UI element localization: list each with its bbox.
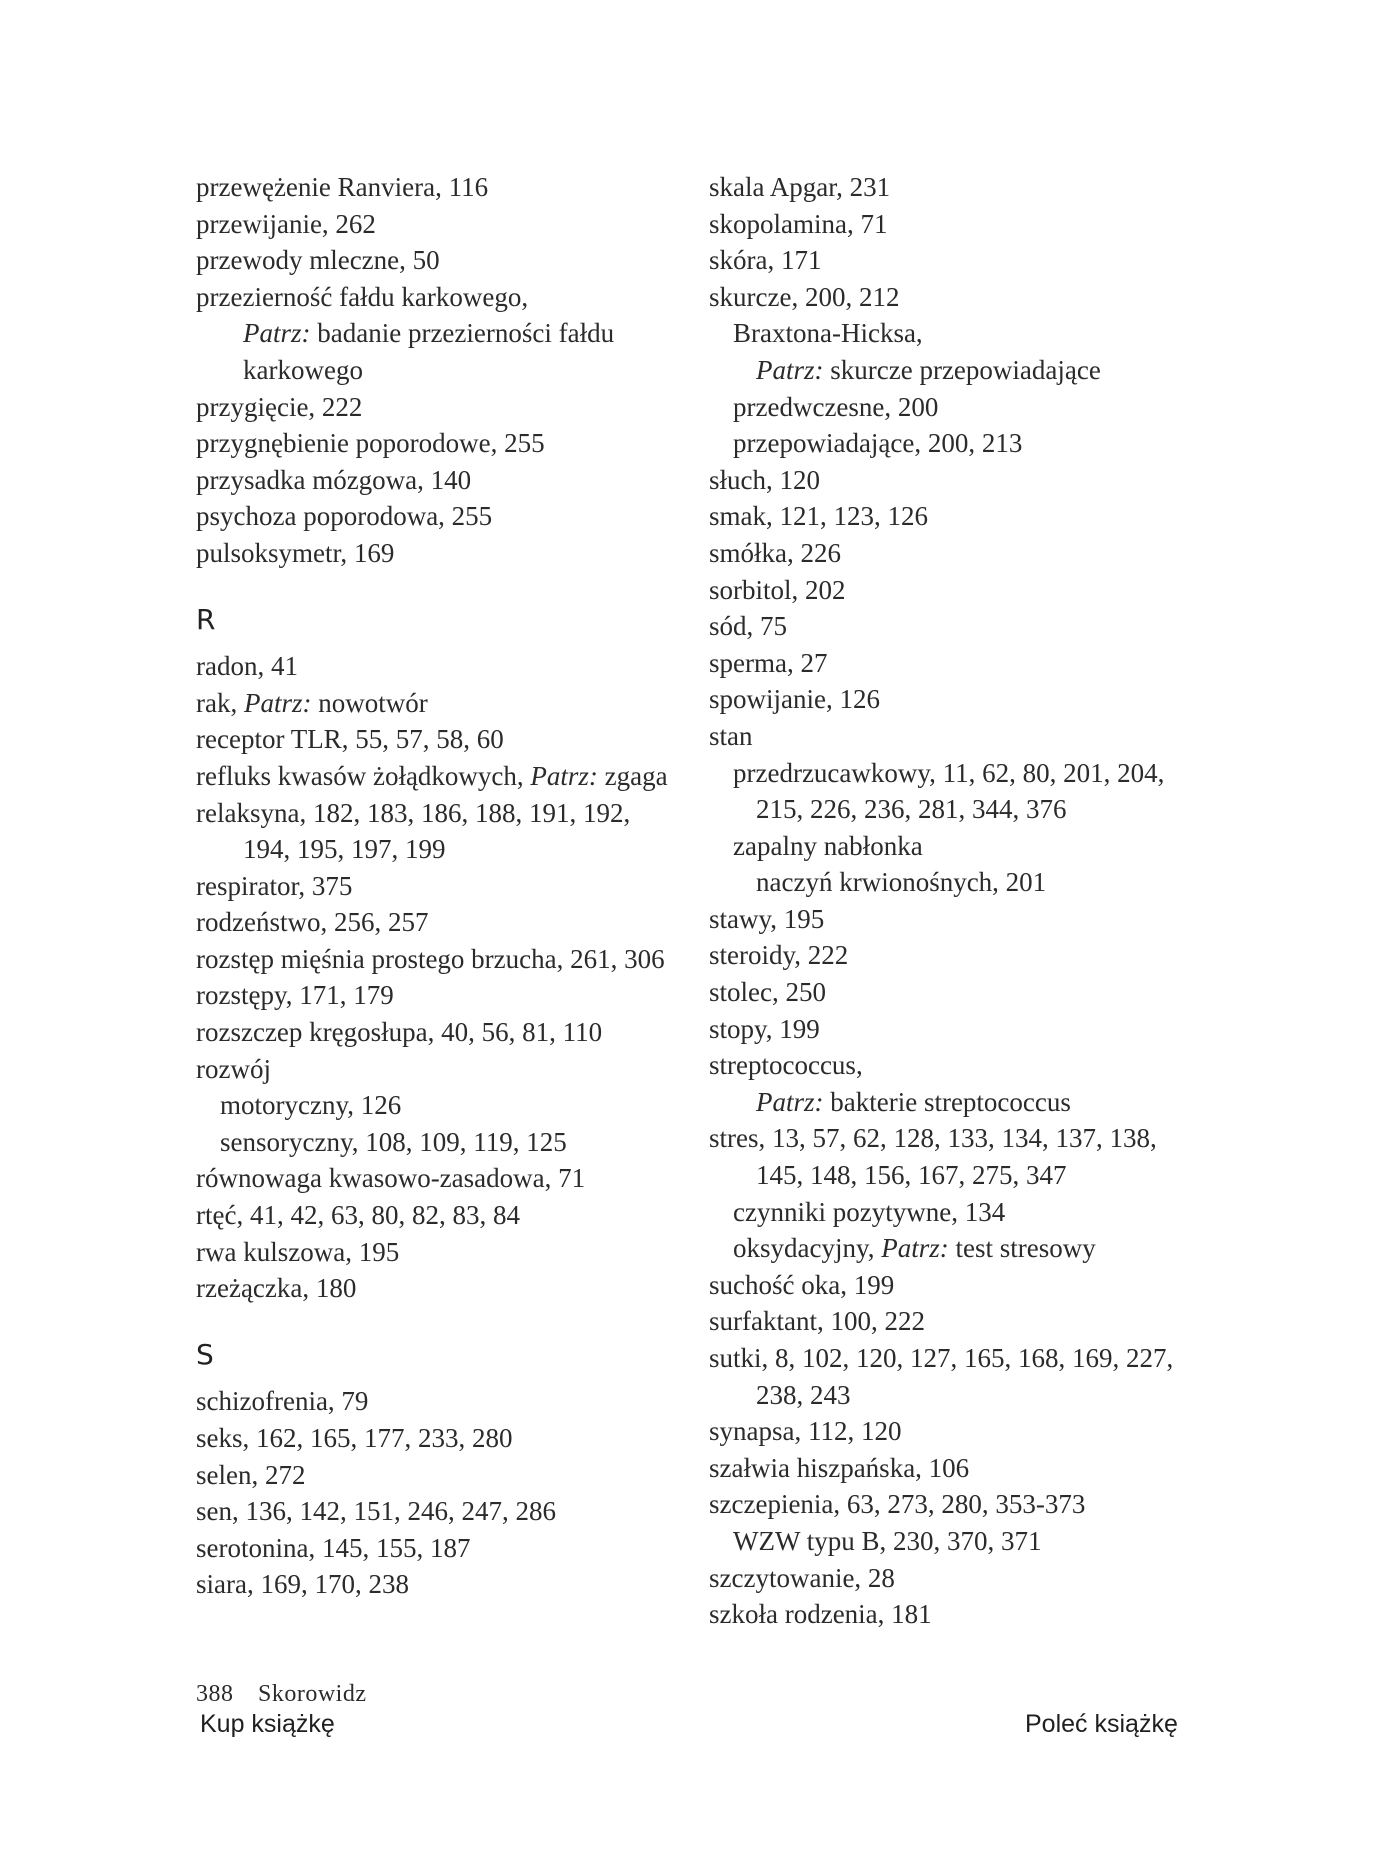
entry-text: naczyń krwionośnych, 201 [756, 867, 1047, 898]
entry-text: przezierność fałdu karkowego, [196, 281, 529, 312]
index-entry [196, 648, 696, 685]
index-entry [196, 795, 696, 832]
index-subentry [709, 352, 1209, 389]
entry-text: skurcze, 200, 212 [709, 281, 900, 312]
index-column-left [196, 169, 696, 1603]
index-subentry [709, 1230, 1209, 1267]
entry-text: szkoła rodzenia, 181 [709, 1599, 932, 1630]
index-entry [196, 169, 696, 206]
index-subentry [709, 791, 1209, 828]
entry-text: przygięcie, 222 [196, 391, 363, 422]
entry-text: czynniki pozytywne, 134 [733, 1196, 1006, 1227]
entry-text: przewijanie, 262 [196, 208, 376, 239]
index-subentry [196, 1087, 696, 1124]
index-entry [196, 462, 696, 499]
page-footer [196, 1681, 367, 1708]
index-entry [709, 462, 1209, 499]
entry-text: badanie przezierności fałdu [310, 318, 615, 349]
entry-text: 238, 243 [756, 1379, 851, 1410]
entry-text: karkowego [243, 354, 363, 385]
index-subentry [709, 1523, 1209, 1560]
entry-text: przewody mleczne, 50 [196, 245, 440, 276]
entry-text: skóra, 171 [709, 245, 822, 276]
index-entry [196, 498, 696, 535]
entry-text: 145, 148, 156, 167, 275, 347 [756, 1160, 1067, 1191]
entry-text: oksydacyjny, [733, 1233, 882, 1264]
entry-text: relaksyna, 182, 183, 186, 188, 191, 192, [196, 797, 631, 828]
index-entry [196, 1420, 696, 1457]
index-entry [709, 1560, 1209, 1597]
entry-text: sperma, 27 [709, 647, 828, 678]
index-entry [196, 685, 696, 722]
entry-text: słuch, 120 [709, 464, 820, 495]
entry-text: skala Apgar, 231 [709, 172, 891, 202]
section-name: Skorowidz [258, 1681, 367, 1707]
index-entry [196, 977, 696, 1014]
index-entry [196, 389, 696, 426]
index-entry [196, 1457, 696, 1494]
index-entry [709, 1047, 1209, 1084]
entry-text: stan [709, 720, 753, 751]
entry-text: sensoryczny, 108, 109, 119, 125 [220, 1126, 567, 1157]
index-entry [709, 169, 1209, 206]
index-entry [196, 868, 696, 905]
entry-text: test stresowy [948, 1233, 1096, 1264]
entry-text: refluks kwasów żołądkowych, [196, 760, 531, 791]
index-subentry [709, 1157, 1209, 1194]
index-entry [709, 1413, 1209, 1450]
index-column-right [709, 169, 1209, 1633]
entry-text: streptococcus, [709, 1050, 863, 1081]
index-entry [709, 1267, 1209, 1304]
entry-text: stopy, 199 [709, 1013, 820, 1044]
index-entry [196, 535, 696, 572]
index-entry [709, 608, 1209, 645]
index-entry [709, 498, 1209, 535]
page-number: 388 [196, 1681, 234, 1707]
index-entry [196, 425, 696, 462]
index-entry [709, 1303, 1209, 1340]
entry-text: stawy, 195 [709, 903, 825, 934]
entry-text: respirator, 375 [196, 870, 353, 901]
index-entry [196, 1383, 696, 1420]
index-entry [709, 572, 1209, 609]
entry-text: bakterie streptococcus [823, 1086, 1071, 1117]
entry-text: rtęć, 41, 42, 63, 80, 82, 83, 84 [196, 1200, 520, 1231]
entry-text: radon, 41 [196, 651, 298, 682]
index-entry [709, 1486, 1209, 1523]
index-subentry [709, 1084, 1209, 1121]
index-letter-heading: R [196, 602, 216, 636]
entry-text: pulsoksymetr, 169 [196, 537, 395, 568]
entry-text: selen, 272 [196, 1459, 306, 1490]
index-entry [709, 1596, 1209, 1633]
index-entry [196, 758, 696, 795]
entry-text: przewężenie Ranviera, 116 [196, 172, 489, 202]
index-subentry [196, 1124, 696, 1161]
index-entry [196, 1530, 696, 1567]
index-entry [196, 1270, 696, 1307]
recommend-book-link[interactable]: Poleć książkę [1025, 1710, 1178, 1738]
index-subentry [196, 315, 696, 352]
entry-text: przygnębienie poporodowe, 255 [196, 428, 545, 459]
entry-text: spowijanie, 126 [709, 684, 880, 715]
entry-text: skurcze przepowiadające [823, 354, 1101, 385]
index-subentry [709, 864, 1209, 901]
entry-text: szczytowanie, 28 [709, 1562, 895, 1593]
index-subentry [709, 389, 1209, 426]
index-entry [196, 1160, 696, 1197]
entry-text: szałwia hiszpańska, 106 [709, 1452, 970, 1483]
index-entry [709, 279, 1209, 316]
index-entry [196, 1051, 696, 1088]
entry-text: suchość oka, 199 [709, 1269, 895, 1300]
entry-text: smak, 121, 123, 126 [709, 501, 928, 532]
index-entry [709, 206, 1209, 243]
entry-text: stres, 13, 57, 62, 128, 133, 134, 137, 138, [709, 1123, 1157, 1154]
entry-text: rak, [196, 687, 244, 718]
entry-text: skopolamina, 71 [709, 208, 888, 239]
index-entry [709, 1011, 1209, 1048]
entry-text: szczepienia, 63, 273, 280, 353-373 [709, 1489, 1086, 1520]
entry-text: zgaga [597, 760, 668, 791]
cross-reference-label: Patrz: [530, 760, 598, 791]
index-subentry [709, 828, 1209, 865]
entry-text: rzeżączka, 180 [196, 1273, 357, 1304]
entry-text: motoryczny, 126 [220, 1090, 402, 1121]
index-entry [196, 1493, 696, 1530]
entry-text: WZW typu B, 230, 370, 371 [733, 1525, 1042, 1556]
entry-text: sen, 136, 142, 151, 246, 247, 286 [196, 1496, 556, 1527]
index-entry [196, 1197, 696, 1234]
index-subentry [709, 425, 1209, 462]
index-entry [196, 206, 696, 243]
entry-text: rodzeństwo, 256, 257 [196, 907, 429, 938]
entry-text: 215, 226, 236, 281, 344, 376 [756, 794, 1067, 825]
index-entry [709, 901, 1209, 938]
entry-text: schizofrenia, 79 [196, 1386, 369, 1417]
entry-text: surfaktant, 100, 222 [709, 1306, 925, 1337]
index-entry [709, 1120, 1209, 1157]
index-subentry [196, 831, 696, 868]
index-entry [196, 721, 696, 758]
index-entry [196, 279, 696, 316]
entry-text: nowotwór [311, 687, 428, 718]
index-letter-heading: S [196, 1337, 214, 1371]
entry-text: rozszczep kręgosłupa, 40, 56, 81, 110 [196, 1017, 603, 1048]
entry-text: rozstęp mięśnia prostego brzucha, 261, 306 [196, 943, 665, 974]
entry-text: równowaga kwasowo-zasadowa, 71 [196, 1163, 586, 1194]
entry-text: serotonina, 145, 155, 187 [196, 1532, 471, 1563]
entry-text: sorbitol, 202 [709, 574, 846, 605]
entry-text: 194, 195, 197, 199 [243, 834, 446, 865]
entry-text: steroidy, 222 [709, 940, 849, 971]
index-entry [196, 904, 696, 941]
index-entry [709, 242, 1209, 279]
entry-text: sód, 75 [709, 611, 788, 642]
index-entry [196, 941, 696, 978]
index-entry [196, 1234, 696, 1271]
index-entry [709, 937, 1209, 974]
entry-text: przedwczesne, 200 [733, 391, 939, 422]
index-entry [196, 1566, 696, 1603]
cross-reference-label: Patrz: [243, 318, 311, 349]
entry-text: przepowiadające, 200, 213 [733, 428, 1023, 459]
entry-text: przedrzucawkowy, 11, 62, 80, 201, 204, [733, 757, 1165, 788]
index-entry [709, 974, 1209, 1011]
index-entry [709, 681, 1209, 718]
entry-text: psychoza poporodowa, 255 [196, 501, 493, 532]
entry-text: siara, 169, 170, 238 [196, 1569, 409, 1600]
entry-text: synapsa, 112, 120 [709, 1416, 902, 1447]
index-entry [709, 718, 1209, 755]
entry-text: seks, 162, 165, 177, 233, 280 [196, 1423, 513, 1453]
entry-text: smółka, 226 [709, 537, 841, 568]
cross-reference-label: Patrz: [756, 354, 824, 385]
index-entry [196, 242, 696, 279]
entry-text: rozstępy, 171, 179 [196, 980, 394, 1011]
index-entry [709, 1340, 1209, 1377]
index-entry [196, 1014, 696, 1051]
entry-text: rwa kulszowa, 195 [196, 1236, 400, 1267]
entry-text: zapalny nabłonka [733, 830, 923, 861]
entry-text: rozwój [196, 1053, 271, 1084]
entry-text: Braxtona-Hicksa, [733, 318, 923, 349]
index-subentry [709, 1377, 1209, 1414]
index-subentry [196, 352, 696, 389]
entry-text: przysadka mózgowa, 140 [196, 464, 472, 495]
buy-book-link[interactable]: Kup książkę [200, 1710, 335, 1738]
index-subentry [709, 315, 1209, 352]
index-subentry [709, 1194, 1209, 1231]
index-entry [709, 535, 1209, 572]
entry-text: stolec, 250 [709, 977, 826, 1008]
entry-text: sutki, 8, 102, 120, 127, 165, 168, 169, 227, [709, 1343, 1174, 1373]
index-subentry [709, 755, 1209, 792]
entry-text: receptor TLR, 55, 57, 58, 60 [196, 724, 504, 755]
cross-reference-label: Patrz: [756, 1086, 824, 1117]
index-entry [709, 645, 1209, 682]
cross-reference-label: Patrz: [243, 687, 312, 718]
cross-reference-label: Patrz: [881, 1233, 949, 1264]
index-entry [709, 1450, 1209, 1487]
